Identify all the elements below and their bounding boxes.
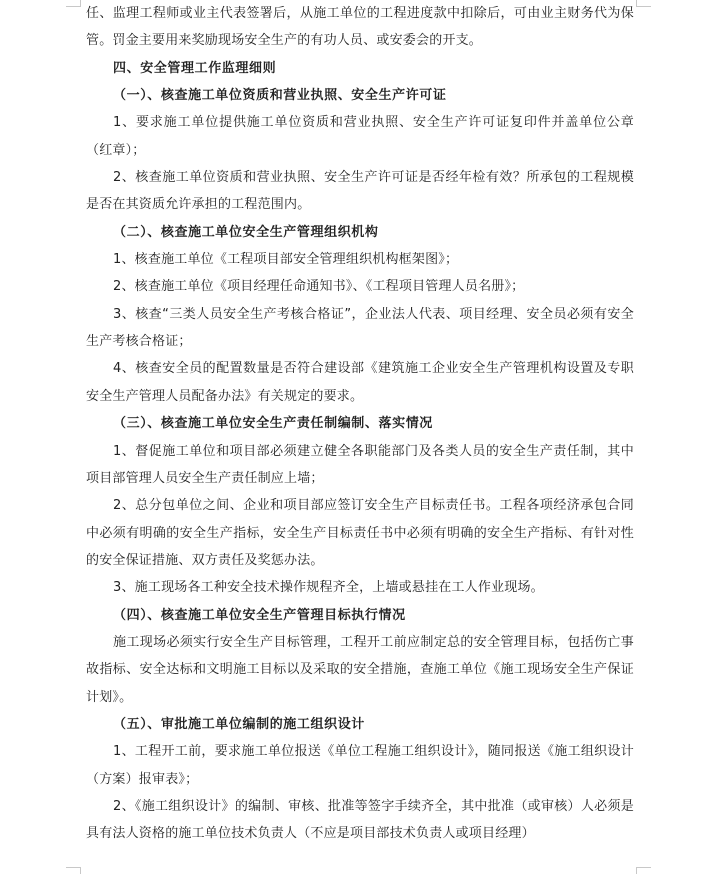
section-heading: 四、安全管理工作监理细则 [113, 60, 277, 76]
section-heading: （五）、审批施工单位编制的施工组织设计 [113, 716, 365, 732]
body-paragraph: 2、总分包单位之间、企业和项目部应签订安全生产目标责任书。工程各项经济承包合同中必须有明确的安全生产指标，安全生产目标责任书中必须有明确的安全生产指标、有针对性的安全保证措施、双方责任及奖惩办法。 [86, 498, 634, 568]
body-paragraph: 1、核查施工单位《工程项目部安全管理组织机构框架图》； [113, 252, 459, 268]
body-paragraph: 1、督促施工单位和项目部必须建立健全各职能部门及各类人员的安全生产责任制，其中项目部管理人员安全生产责任制应上墙； [86, 443, 634, 486]
crop-mark-top-left [66, 0, 81, 7]
body-paragraph: 4、核查安全员的配置数量是否符合建设部《建筑施工企业安全生产管理机构设置及专职安全生产管理人员配备办法》有关规定的要求。 [86, 361, 634, 404]
section-heading: （一）、核查施工单位资质和营业执照、安全生产许可证 [113, 88, 447, 104]
body-paragraph: 1、要求施工单位提供施工单位资质和营业执照、安全生产许可证复印件并盖单位公章（红章）； [86, 115, 634, 158]
body-paragraph: 3、施工现场各工种安全技术操作规程齐全，上墙或悬挂在工人作业现场。 [113, 580, 544, 596]
document-body [86, 0, 634, 848]
body-paragraph: 1、工程开工前，要求施工单位报送《单位工程施工组织设计》，随同报送《施工组织设计（方案）报审表》； [86, 744, 634, 787]
section-heading: （四）、核查施工单位安全生产管理目标执行情况 [113, 607, 406, 623]
section-heading: （二）、核查施工单位安全生产管理组织机构 [113, 224, 379, 240]
body-paragraph: 任、监理工程师或业主代表签署后，从施工单位的工程进度款中扣除后，可由业主财务代为保管。罚金主要用来奖励现场安全生产的有功人员、或安委会的开支。 [86, 6, 634, 49]
body-paragraph: 3、核查“三类人员安全生产考核合格证”，企业法人代表、项目经理、安全员必须有安全生产考核合格证； [86, 306, 634, 350]
body-paragraph: 2、核查施工单位《项目经理任命通知书》、《工程项目管理人员名册》； [113, 279, 525, 295]
body-paragraph: 2、《施工组织设计》的编制、审核、批准等签字手续齐全，其中批准（或审核）人必须是具有法人资格的施工单位技术负责人（不应是项目部技术负责人或项目经理） [86, 798, 634, 842]
crop-mark-top-right [636, 0, 651, 7]
body-paragraph: 2、核查施工单位资质和营业执照、安全生产许可证是否经年检有效？所承包的工程规模是否在其资质允许承担的工程范围内。 [86, 170, 634, 213]
section-heading: （三）、核查施工单位安全生产责任制编制、落实情况 [113, 416, 433, 432]
body-paragraph: 施工现场必须实行安全生产目标管理，工程开工前应制定总的安全管理目标，包括伤亡事故指标、安全达标和文明施工目标以及采取的安全措施，查施工单位《施工现场安全生产保证计划》。 [86, 634, 634, 705]
